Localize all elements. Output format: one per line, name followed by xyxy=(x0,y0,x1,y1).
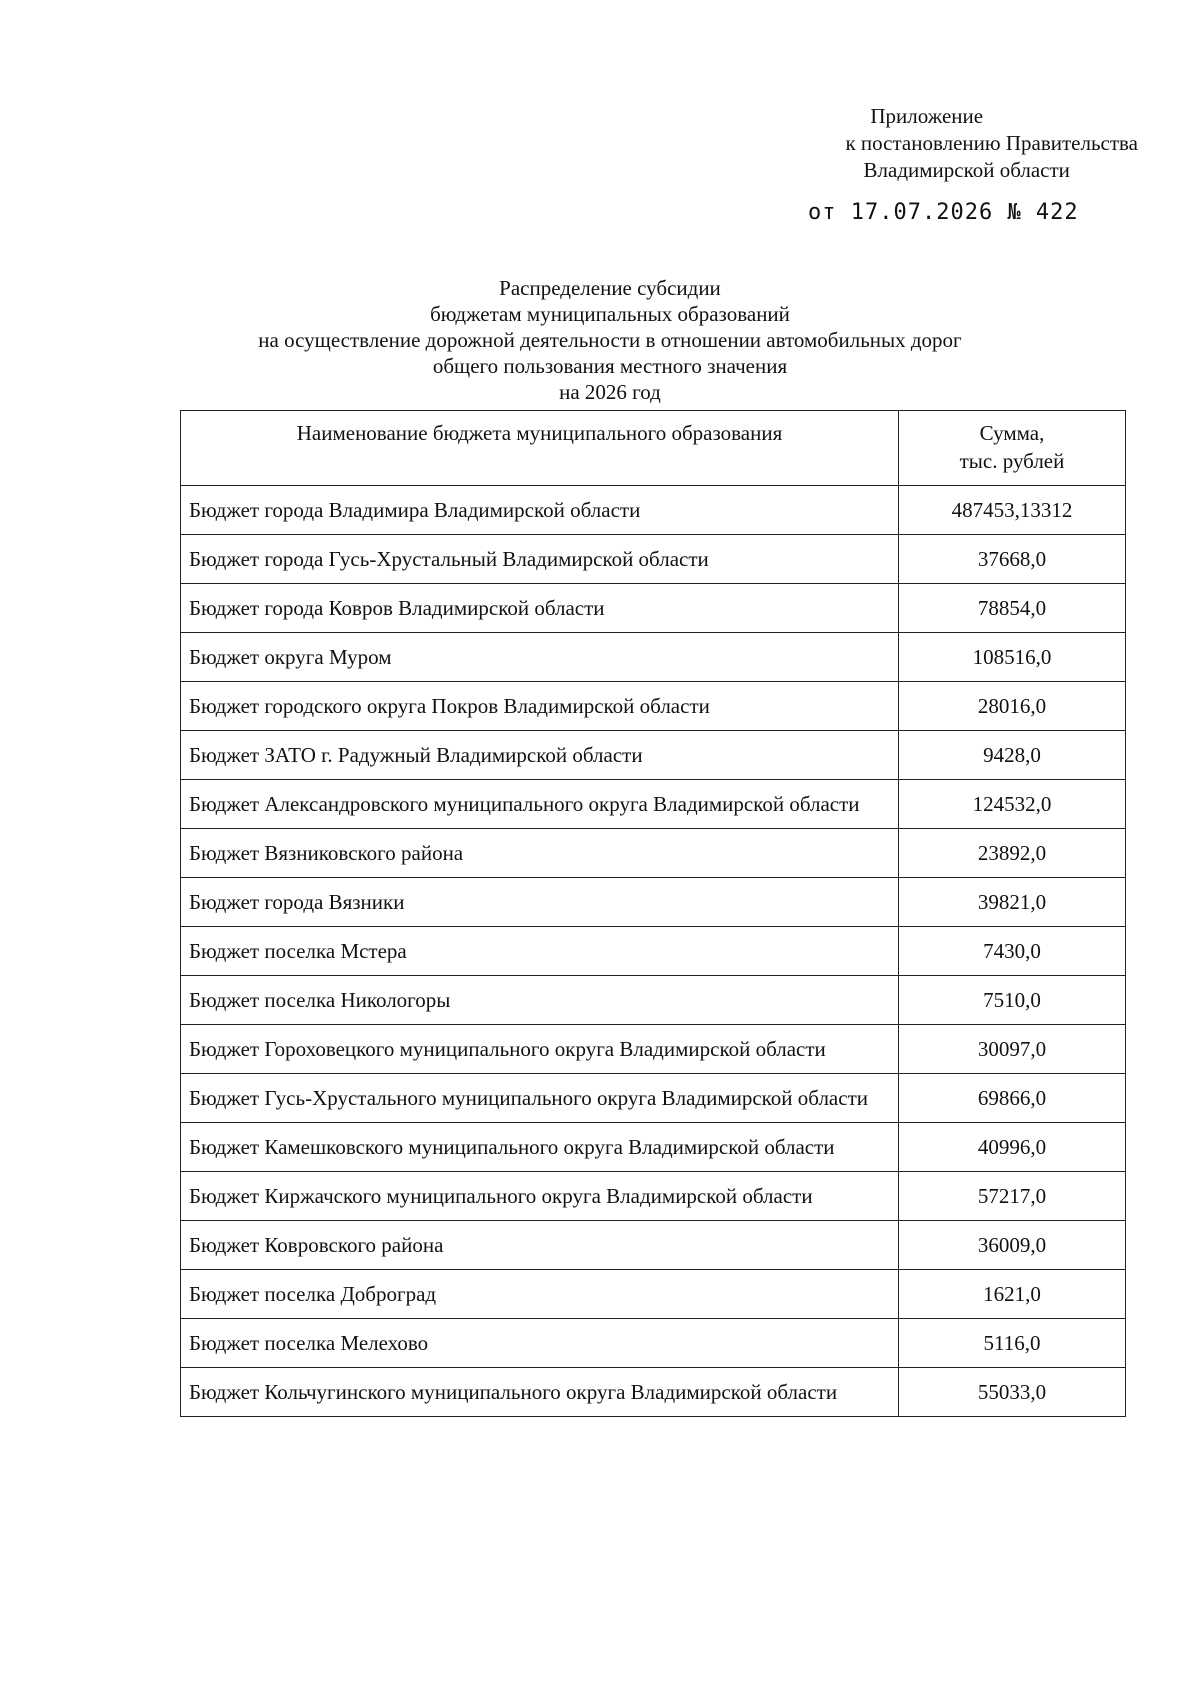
budget-name-cell: Бюджет поселка Мелехово xyxy=(181,1319,899,1368)
table-row xyxy=(181,486,1126,535)
amount-cell: 1621,0 xyxy=(899,1270,1126,1319)
table-header-row xyxy=(181,411,1126,486)
title-line-1: Распределение субсидии xyxy=(499,276,721,300)
table-row xyxy=(181,1172,1126,1221)
decree-number-stamp: от 17.07.2026 № 422 xyxy=(808,200,1079,225)
budget-name-cell: Бюджет ЗАТО г. Радужный Владимирской области xyxy=(181,731,899,780)
amount-cell: 69866,0 xyxy=(899,1074,1126,1123)
table-row xyxy=(181,780,1126,829)
amount-cell: 36009,0 xyxy=(899,1221,1126,1270)
table-row xyxy=(181,682,1126,731)
amount-cell: 30097,0 xyxy=(899,1025,1126,1074)
budget-name-cell: Бюджет округа Муром xyxy=(181,633,899,682)
amount-cell: 40996,0 xyxy=(899,1123,1126,1172)
amount-cell: 28016,0 xyxy=(899,682,1126,731)
table-row xyxy=(181,1221,1126,1270)
budget-name-cell: Бюджет Киржачского муниципального округа Владимирской области xyxy=(181,1172,899,1221)
appendix-block xyxy=(845,103,1138,184)
table-row xyxy=(181,1270,1126,1319)
budget-name-cell: Бюджет города Владимира Владимирской области xyxy=(181,486,899,535)
table-row xyxy=(181,1123,1126,1172)
budget-name-cell: Бюджет Вязниковского района xyxy=(181,829,899,878)
table-row xyxy=(181,1319,1126,1368)
title-line-4: общего пользования местного значения xyxy=(432,354,788,378)
column-header-amount-line2: тыс. рублей xyxy=(959,449,1065,473)
budget-name-cell: Бюджет города Вязники xyxy=(181,878,899,927)
budget-name-cell: Бюджет Гороховецкого муниципального округа Владимирской области xyxy=(181,1025,899,1074)
title-line-5: на 2026 год xyxy=(559,380,661,404)
column-header-name-label: Наименование бюджета муниципального образования xyxy=(296,421,783,445)
amount-cell: 7430,0 xyxy=(899,927,1126,976)
table-row xyxy=(181,1074,1126,1123)
table-row xyxy=(181,731,1126,780)
amount-cell: 37668,0 xyxy=(899,535,1126,584)
budget-name-cell: Бюджет городского округа Покров Владимирской области xyxy=(181,682,899,731)
appendix-region: Владимирской области xyxy=(863,158,1070,182)
table-row xyxy=(181,1025,1126,1074)
budget-name-cell: Бюджет поселка Мстера xyxy=(181,927,899,976)
amount-cell: 55033,0 xyxy=(899,1368,1126,1417)
title-line-2: бюджетам муниципальных образований xyxy=(430,302,790,326)
amount-cell: 9428,0 xyxy=(899,731,1126,780)
appendix-reference: к постановлению Правительства xyxy=(845,131,1138,155)
column-header-amount xyxy=(899,411,1126,486)
budget-name-cell: Бюджет Ковровского района xyxy=(181,1221,899,1270)
amount-cell: 108516,0 xyxy=(899,633,1126,682)
amount-cell: 7510,0 xyxy=(899,976,1126,1025)
amount-cell: 5116,0 xyxy=(899,1319,1126,1368)
budget-name-cell: Бюджет города Ковров Владимирской области xyxy=(181,584,899,633)
subsidy-table xyxy=(180,410,1126,1417)
amount-cell: 39821,0 xyxy=(899,878,1126,927)
table-row xyxy=(181,927,1126,976)
table-row xyxy=(181,829,1126,878)
column-header-name xyxy=(181,411,899,486)
table-row xyxy=(181,535,1126,584)
budget-name-cell: Бюджет поселка Никологоры xyxy=(181,976,899,1025)
amount-cell: 23892,0 xyxy=(899,829,1126,878)
table-row xyxy=(181,584,1126,633)
amount-cell: 57217,0 xyxy=(899,1172,1126,1221)
table-row xyxy=(181,633,1126,682)
title-line-3: на осуществление дорожной деятельности в отношении автомобильных дорог xyxy=(258,328,962,352)
budget-name-cell: Бюджет Кольчугинского муниципального округа Владимирской области xyxy=(181,1368,899,1417)
table-row xyxy=(181,1368,1126,1417)
budget-name-cell: Бюджет города Гусь-Хрустальный Владимирской области xyxy=(181,535,899,584)
table-body xyxy=(181,486,1126,1417)
table-row xyxy=(181,976,1126,1025)
column-header-amount-line1: Сумма, xyxy=(979,421,1045,445)
budget-name-cell: Бюджет Гусь-Хрустального муниципального округа Владимирской области xyxy=(181,1074,899,1123)
table-row xyxy=(181,878,1126,927)
budget-name-cell: Бюджет поселка Доброград xyxy=(181,1270,899,1319)
amount-cell: 124532,0 xyxy=(899,780,1126,829)
amount-cell: 78854,0 xyxy=(899,584,1126,633)
budget-name-cell: Бюджет Александровского муниципального округа Владимирской области xyxy=(181,780,899,829)
appendix-title: Приложение xyxy=(870,104,984,128)
document-title xyxy=(180,275,1040,405)
budget-name-cell: Бюджет Камешковского муниципального округа Владимирской области xyxy=(181,1123,899,1172)
amount-cell: 487453,13312 xyxy=(899,486,1126,535)
